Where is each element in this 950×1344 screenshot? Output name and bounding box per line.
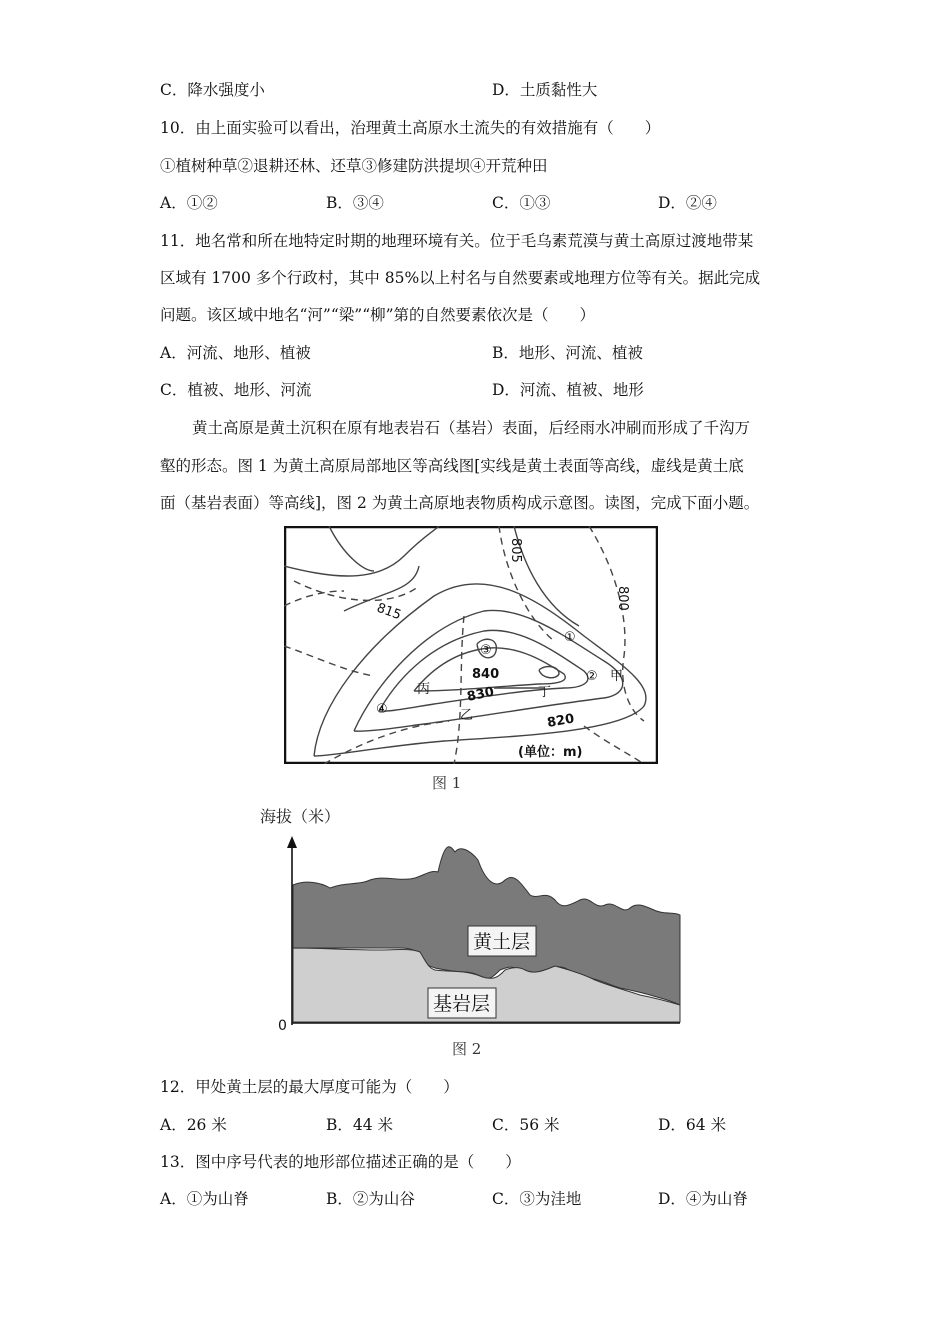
bedrock-label: 基岩层 — [433, 993, 491, 1015]
q11-option-d: D．河流、植被、地形 — [492, 381, 644, 399]
label-ding: 丁 — [538, 685, 552, 700]
q12-option-a: A．26 米 — [160, 1116, 227, 1134]
passage-line-2: 壑的形态。图 1 为黄土高原局部地区等高线图[实线是黄土表面等高线，虚线是黄土底 — [160, 457, 744, 475]
q12-option-c: C．56 米 — [492, 1116, 560, 1134]
label-point-1: ① — [564, 630, 576, 645]
label-800: 800 — [615, 586, 630, 611]
q10-option-d: D．②④ — [658, 194, 717, 212]
label-point-2: ② — [586, 669, 598, 684]
label-point-4: ④ — [376, 702, 388, 717]
q12-option-d: D．64 米 — [658, 1116, 727, 1134]
q10-option-a: A．①② — [160, 194, 218, 212]
axis-zero: 0 — [278, 1018, 287, 1034]
passage-line-3: 面（基岩表面）等高线]，图 2 为黄土高原地表物质构成示意图。读图，完成下面小题。 — [160, 494, 760, 512]
label-840: 840 — [472, 667, 500, 682]
q11-option-c: C．植被、地形、河流 — [160, 381, 312, 399]
q11-option-a: A．河流、地形、植被 — [160, 344, 311, 362]
q13-option-d: D．④为山脊 — [658, 1190, 748, 1208]
loess-label: 黄土层 — [473, 931, 531, 953]
label-bing: 丙 — [417, 682, 431, 697]
q10-stem: 10．由上面实验可以看出，治理黄土高原水土流失的有效措施有（ ） — [160, 119, 661, 137]
q11-stem-line-3: 问题。该区域中地名“河”“梁”“柳”第的自然要素依次是（ ） — [160, 306, 596, 324]
q13-option-b: B．②为山谷 — [326, 1190, 415, 1208]
y-axis-arrow-icon — [287, 836, 297, 848]
q10-items: ①植树种草②退耕还林、还草③修建防洪提坝④开荒种田 — [160, 157, 548, 175]
label-820: 820 — [546, 711, 576, 731]
q12-stem: 12．甲处黄土层的最大厚度可能为（ ） — [160, 1078, 459, 1096]
label-815: 815 — [374, 600, 404, 624]
q10-option-b: B．③④ — [326, 194, 384, 212]
q12-option-b: B．44 米 — [326, 1116, 394, 1134]
q13-stem: 13．图中序号代表的地形部位描述正确的是（ ） — [160, 1153, 521, 1171]
q10-option-c: C．①③ — [492, 194, 551, 212]
figure-2-caption: 图 2 — [452, 1040, 482, 1058]
q11-option-b: B．地形、河流、植被 — [492, 344, 643, 362]
q11-stem-line-1: 11．地名常和所在地特定时期的地理环境有关。位于毛乌素荒漠与黄土高原过渡地带某 — [160, 232, 754, 250]
label-805: 805 — [508, 538, 523, 563]
q13-option-c: C．③为洼地 — [492, 1190, 582, 1208]
label-point-3: ③ — [480, 643, 492, 658]
label-unit: (单位：m) — [518, 745, 583, 760]
figure-2-cross-section — [250, 800, 700, 1040]
q11-stem-line-2: 区域有 1700 多个行政村，其中 85%以上村名与自然要素或地理方位等有关。据此完成 — [160, 269, 761, 287]
q9-option-d: D．土质黏性大 — [492, 81, 598, 99]
figure-1-caption: 图 1 — [432, 774, 462, 792]
label-830: 830 — [465, 684, 496, 705]
figure-2-ylabel: 海拔（米） — [260, 807, 341, 826]
q9-option-c: C．降水强度小 — [160, 81, 265, 99]
q13-option-a: A．①为山脊 — [160, 1190, 249, 1208]
label-yi: 乙 — [460, 708, 474, 723]
label-jia: 甲 — [610, 669, 624, 684]
passage-line-1: 黄土高原是黄土沉积在原有地表岩石（基岩）表面，后经雨水冲刷而形成了千沟万 — [192, 419, 751, 437]
figure-1-contour-map — [284, 526, 658, 764]
